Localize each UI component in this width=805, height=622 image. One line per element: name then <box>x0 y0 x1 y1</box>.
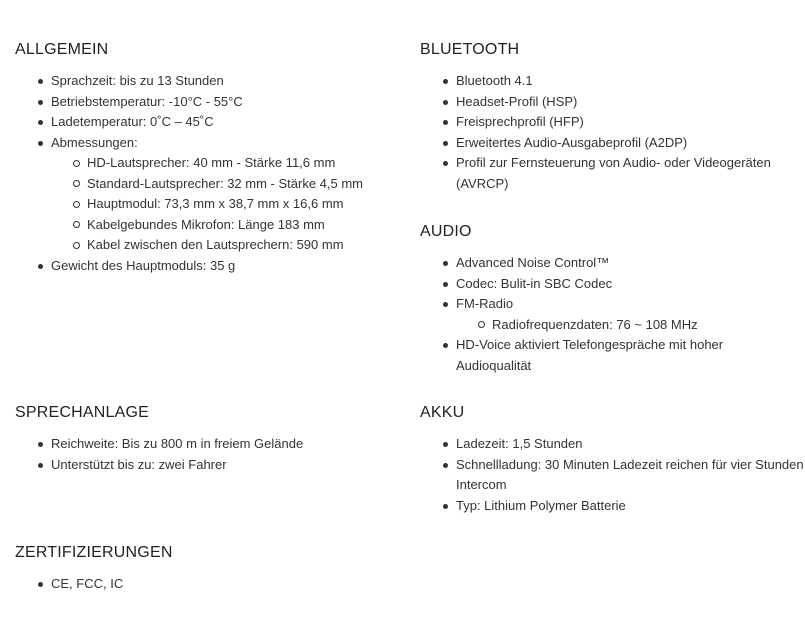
section-bluetooth <box>420 40 800 194</box>
list-item: Schnellladung: 30 Minuten Ladezeit reichen für vier Stunden Intercom <box>420 455 805 496</box>
list-item-text: Betriebstemperatur: -10°C - 55°C <box>51 93 243 109</box>
list-item: Advanced Noise Control™ <box>420 253 800 274</box>
list-item: CE, FCC, IC <box>15 574 395 595</box>
section-title-bluetooth: BLUETOOTH <box>420 41 520 58</box>
section-akku <box>420 403 805 516</box>
audio-list <box>420 253 800 376</box>
list-item: Reichweite: Bis zu 800 m in freiem Gelände <box>15 434 395 455</box>
list-item: Headset-Profil (HSP) <box>420 92 800 113</box>
abmessungen-sublist <box>51 153 395 256</box>
section-audio <box>420 222 800 376</box>
list-item: Profil zur Fernsteuerung von Audio- oder Videogeräten (AVRCP) <box>420 153 800 194</box>
akku-list <box>420 434 805 516</box>
list-item-text: Sprachzeit: bis zu 13 Stunden <box>51 73 224 88</box>
section-title-akku: AKKU <box>420 404 465 421</box>
list-item-gewicht <box>15 256 395 277</box>
sublist-item: Kabel zwischen den Lautsprechern: 590 mm <box>15 235 395 256</box>
sublist-item: Hauptmodul: 73,3 mm x 38,7 mm x 16,6 mm <box>15 194 395 215</box>
sublist-item: Standard-Lautsprecher: 32 mm - Stärke 4,5 mm <box>15 174 395 195</box>
list-item-text: Abmessungen: <box>51 134 138 150</box>
list-item-abmessungen <box>15 133 395 256</box>
list-item: Codec: Bulit-in SBC Codec <box>420 274 800 295</box>
section-title-audio: AUDIO <box>420 223 472 240</box>
section-allgemein <box>15 40 395 276</box>
zertifizierungen-list <box>15 574 395 595</box>
list-item: Unterstützt bis zu: zwei Fahrer <box>15 455 395 476</box>
sprechanlage-list <box>15 434 395 475</box>
list-item: Erweitertes Audio-Ausgabeprofil (A2DP) <box>420 133 800 154</box>
section-title-zertifizierungen: ZERTIFIZIERUNGEN <box>15 544 173 561</box>
sublist-item: HD-Lautsprecher: 40 mm - Stärke 11,6 mm <box>15 153 395 174</box>
section-title-sprechanlage: SPRECHANLAGE <box>15 404 149 421</box>
list-item: Freisprechprofil (HFP) <box>420 112 800 133</box>
list-item-text: Gewicht des Hauptmoduls: 35 g <box>51 257 236 273</box>
list-item: HD-Voice aktiviert Telefongespräche mit hoher Audioqualität <box>420 335 800 376</box>
list-item: Bluetooth 4.1 <box>420 71 800 92</box>
list-item: Typ: Lithium Polymer Batterie <box>420 496 805 517</box>
allgemein-list <box>15 71 395 276</box>
sublist-item: Radiofrequenzdaten: 76 ~ 108 MHz <box>420 315 800 336</box>
section-zertifizierungen <box>15 543 395 595</box>
list-item-ladetemperatur <box>15 112 395 133</box>
list-item-fm-radio <box>420 294 800 335</box>
sublist-item: Kabelgebundes Mikrofon: Länge 183 mm <box>15 215 395 236</box>
fm-radio-sublist <box>456 315 800 336</box>
list-item-text: FM-Radio <box>456 296 514 311</box>
section-title-allgemein: ALLGEMEIN <box>15 41 109 58</box>
bluetooth-list <box>420 71 800 194</box>
section-sprechanlage <box>15 403 395 475</box>
list-item: Ladezeit: 1,5 Stunden <box>420 434 805 455</box>
list-item-text: Ladetemperatur: 0˚C – 45˚C <box>51 114 214 129</box>
list-item-betriebstemperatur <box>15 92 395 113</box>
list-item-sprachzeit <box>15 71 395 92</box>
